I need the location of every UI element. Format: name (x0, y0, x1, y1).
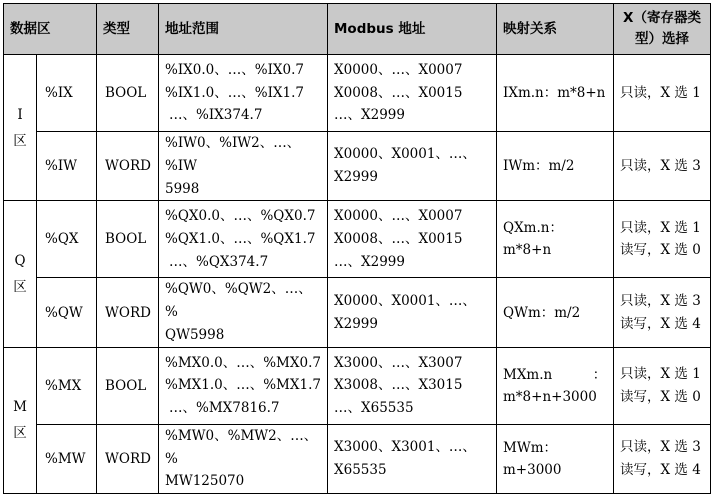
range-line: …、%QX374.7 (169, 253, 269, 270)
mapping-cell (497, 424, 614, 493)
area-cell: %IW (37, 132, 97, 201)
modbus-line: X0008、…、X0015 (334, 84, 463, 101)
modbus-cell (328, 132, 497, 201)
table-row (4, 55, 711, 132)
range-line: …、%MX7816.7 (169, 400, 280, 417)
mapping-line: MXm.n ： (503, 366, 607, 383)
modbus-line: …、X2999 (334, 107, 405, 124)
table-row (4, 201, 711, 278)
header-type: 类型 (97, 4, 159, 55)
header-mapping: 映射关系 (497, 4, 614, 55)
mapping-cell (497, 132, 614, 201)
range-line: 5998 (165, 180, 200, 197)
range-cell (159, 55, 328, 132)
select-line: 读写，X 选 4 (620, 315, 701, 332)
mapping-line: IXm.n：m*8+n (503, 85, 606, 101)
type-cell: WORD (97, 278, 159, 347)
modbus-line: X3000、X3001、…、 (334, 439, 476, 456)
modbus-cell (328, 278, 497, 347)
mapping-cell (497, 55, 614, 132)
header-select-line: X（寄存器类 (623, 10, 701, 26)
select-line: 读写，X 选 0 (620, 242, 701, 259)
table-row (4, 132, 711, 201)
range-cell (159, 201, 328, 278)
modbus-line: …、X2999 (334, 253, 405, 270)
range-line: %IW0、%IW2、…、%IW (165, 135, 301, 174)
modbus-cell (328, 201, 497, 278)
mapping-cell (497, 347, 614, 424)
type-cell: WORD (97, 132, 159, 201)
mapping-cell (497, 278, 614, 347)
range-line: %QX1.0、…、%QX1.7 (165, 230, 316, 247)
header-register-select (614, 4, 711, 55)
area-cell: %MW (37, 424, 97, 493)
header-select-line: 型）选择 (635, 31, 689, 47)
modbus-line: X3008、…、X3015 (334, 377, 463, 394)
area-cell: %QW (37, 278, 97, 347)
mapping-cell (497, 201, 614, 278)
select-line: 只读，X 选 1 (620, 219, 701, 236)
table-row (4, 347, 711, 424)
range-line: QW5998 (165, 326, 225, 343)
zone-suffix: 区 (13, 279, 27, 296)
range-line: %MX0.0、…、%MX0.7 (165, 354, 321, 371)
range-line: %MW0、%MW2、…、% (165, 427, 318, 467)
range-line: …、%IX374.7 (169, 107, 263, 124)
select-cell (614, 347, 711, 424)
table-row (4, 424, 711, 493)
modbus-line: X2999 (334, 315, 378, 332)
zone-letter: I (17, 106, 23, 123)
modbus-cell (328, 347, 497, 424)
mapping-line: m*8+n+3000 (503, 388, 597, 405)
range-line: %MX1.0、…、%MX1.7 (165, 377, 321, 394)
zone-cell-q (4, 201, 37, 347)
mapping-line: IWm：m/2 (503, 158, 575, 175)
type-cell: BOOL (97, 201, 159, 278)
modbus-cell (328, 424, 497, 493)
range-line: %IX1.0、…、%IX1.7 (165, 84, 304, 101)
modbus-line: X0000、…、X0007 (334, 208, 463, 225)
range-cell (159, 424, 328, 493)
select-cell (614, 55, 711, 132)
select-line: 只读，X 选 1 (620, 365, 701, 382)
zone-suffix: 区 (13, 425, 27, 442)
type-cell: WORD (97, 424, 159, 493)
select-cell (614, 424, 711, 493)
modbus-line: …、X65535 (334, 400, 414, 417)
zone-cell-i (4, 55, 37, 201)
zone-suffix: 区 (13, 132, 27, 149)
mapping-line: QWm：m/2 (503, 304, 581, 321)
modbus-line: X0008、…、X0015 (334, 230, 463, 247)
modbus-line: X0000、X0001、…、 (334, 146, 476, 163)
mapping-line: MWm：m+3000 (503, 439, 562, 478)
area-cell: %QX (37, 201, 97, 278)
select-line: 只读，X 选 1 (620, 84, 701, 101)
zone-cell-m (4, 347, 37, 493)
select-line: 只读，X 选 3 (620, 157, 701, 174)
modbus-cell (328, 55, 497, 132)
zone-letter: M (13, 399, 27, 416)
modbus-line: X65535 (334, 461, 387, 478)
modbus-line: X0000、X0001、…、 (334, 292, 476, 309)
select-cell (614, 132, 711, 201)
header-row (4, 4, 711, 55)
type-cell: BOOL (97, 55, 159, 132)
range-cell (159, 347, 328, 424)
modbus-mapping-table (3, 3, 711, 494)
header-modbus: Modbus 地址 (328, 4, 497, 55)
select-line: 读写，X 选 4 (620, 461, 701, 478)
select-line: 只读，X 选 3 (620, 292, 701, 309)
modbus-line: X0000、…、X0007 (334, 61, 463, 78)
area-cell: %MX (37, 347, 97, 424)
header-range: 地址范围 (159, 4, 328, 55)
modbus-line: X2999 (334, 169, 378, 186)
select-line: 只读，X 选 3 (620, 439, 701, 456)
table-row (4, 278, 711, 347)
header-zone: 数据区 (4, 4, 97, 55)
range-line: %QX0.0、…、%QX0.7 (165, 208, 316, 225)
select-cell (614, 278, 711, 347)
range-line: MW125070 (165, 473, 245, 490)
select-line: 读写，X 选 0 (620, 388, 701, 405)
type-cell: BOOL (97, 347, 159, 424)
zone-letter: Q (14, 253, 26, 270)
select-cell (614, 201, 711, 278)
range-line: %QW0、%QW2、…、% (165, 281, 312, 321)
area-cell: %IX (37, 55, 97, 132)
modbus-line: X3000、…、X3007 (334, 354, 463, 371)
mapping-line: QXm.n：m*8+n (503, 220, 563, 259)
range-cell (159, 278, 328, 347)
range-cell (159, 132, 328, 201)
range-line: %IX0.0、…、%IX0.7 (165, 61, 304, 78)
